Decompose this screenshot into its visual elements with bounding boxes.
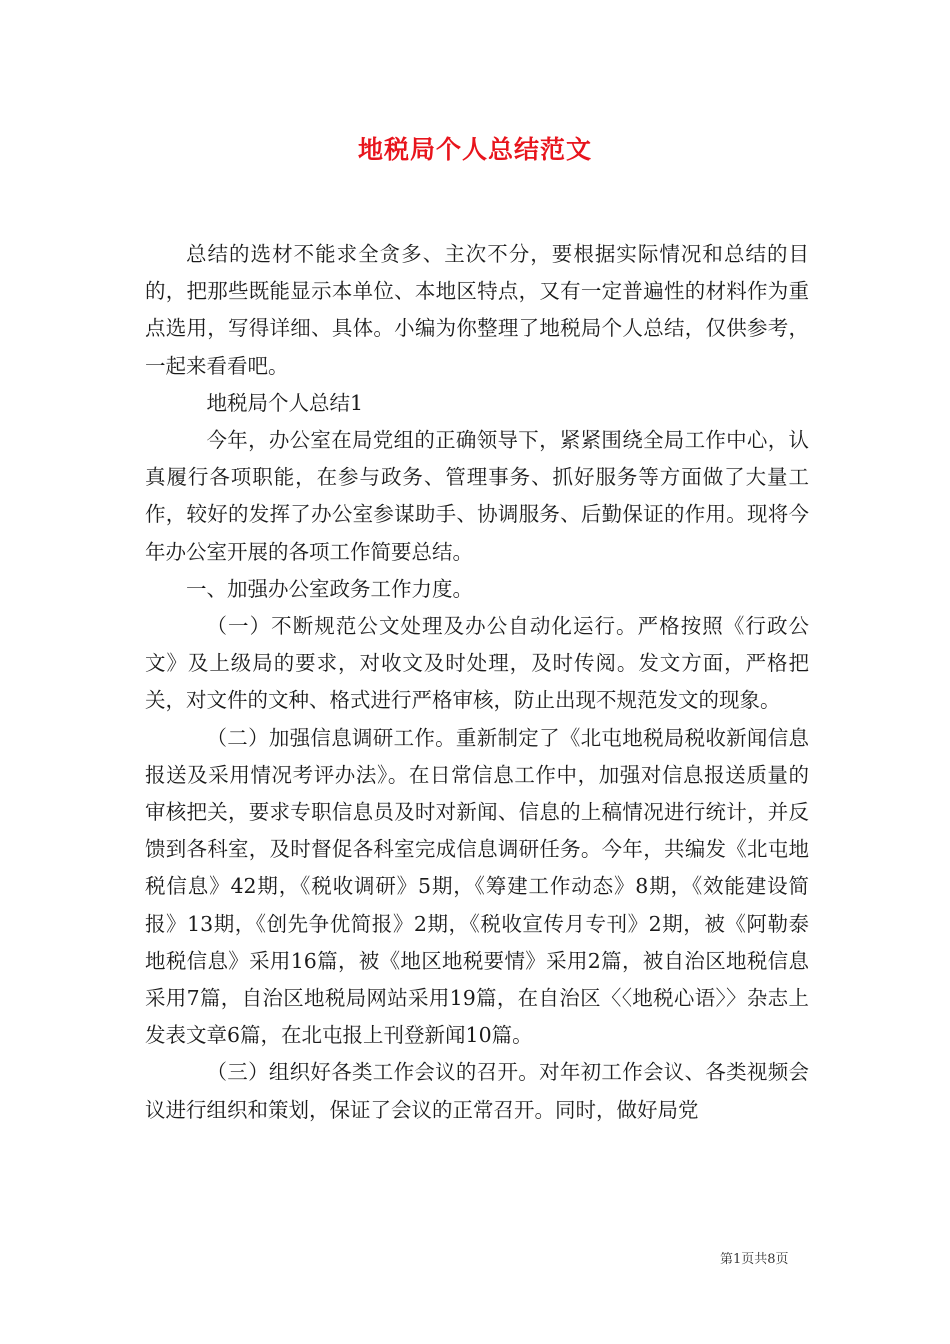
- paragraph-item-3: （三）组织好各类工作会议的召开。对年初工作会议、各类视频会议进行组织和策划，保证了会议的正常召开。同时，做好局党: [145, 1060, 809, 1122]
- section-heading-1: 一、加强办公室政务工作力度。: [186, 576, 473, 601]
- paragraph-intro: 总结的选材不能求全贪多、主次不分，要根据实际情况和总结的目的，把那些既能显示本单位、本地区特点，又有一定普遍性的材料作为重点选用，写得详细、具体。小编为你整理了地税局个人总结，仅供参考，一起来看看吧。: [145, 242, 809, 378]
- document-body: [145, 236, 809, 1129]
- paragraph-item-2: （二）加强信息调研工作。重新制定了《北屯地税局税收新闻信息报送及采用情况考评办法》。在日常信息工作中，加强对信息报送质量的审核把关，要求专职信息员及时对新闻、信息的上稿情况进行统计，并反馈到各科室，及时督促各科室完成信息调研任务。今年，共编发《北屯地税信息》42期，《税收调研》5期，《筹建工作动态》8期，《效能建设简报》13期，《创先争优简报》2期，《税收宣传月专刊》2期，被《阿勒泰地税信息》采用16篇，被《地区地税要情》采用2篇，被自治区地税信息采用7篇，自治区地税局网站采用19篇，在自治区〈〈地税心语〉〉杂志上发表文章6篇，在北屯报上刊登新闻10篇。: [145, 725, 809, 1048]
- page-number: 第1页共8页: [720, 1252, 789, 1267]
- section-heading-summary-1: 地税局个人总结1: [206, 390, 364, 415]
- paragraph-item-1: （一）不断规范公文处理及办公自动化运行。严格按照《行政公文》及上级局的要求，对收文及时处理，及时传阅。发文方面，严格把关，对文件的文种、格式进行严格审核，防止出现不规范发文的现象。: [145, 614, 809, 713]
- paragraph-overview: 今年，办公室在局党组的正确领导下，紧紧围绕全局工作中心，认真履行各项职能，在参与政务、管理事务、抓好服务等方面做了大量工作，较好的发挥了办公室参谋助手、协调服务、后勤保证的作用。现将今年办公室开展的各项工作简要总结。: [145, 428, 809, 564]
- document-title: 地税局个人总结范文: [357, 135, 592, 164]
